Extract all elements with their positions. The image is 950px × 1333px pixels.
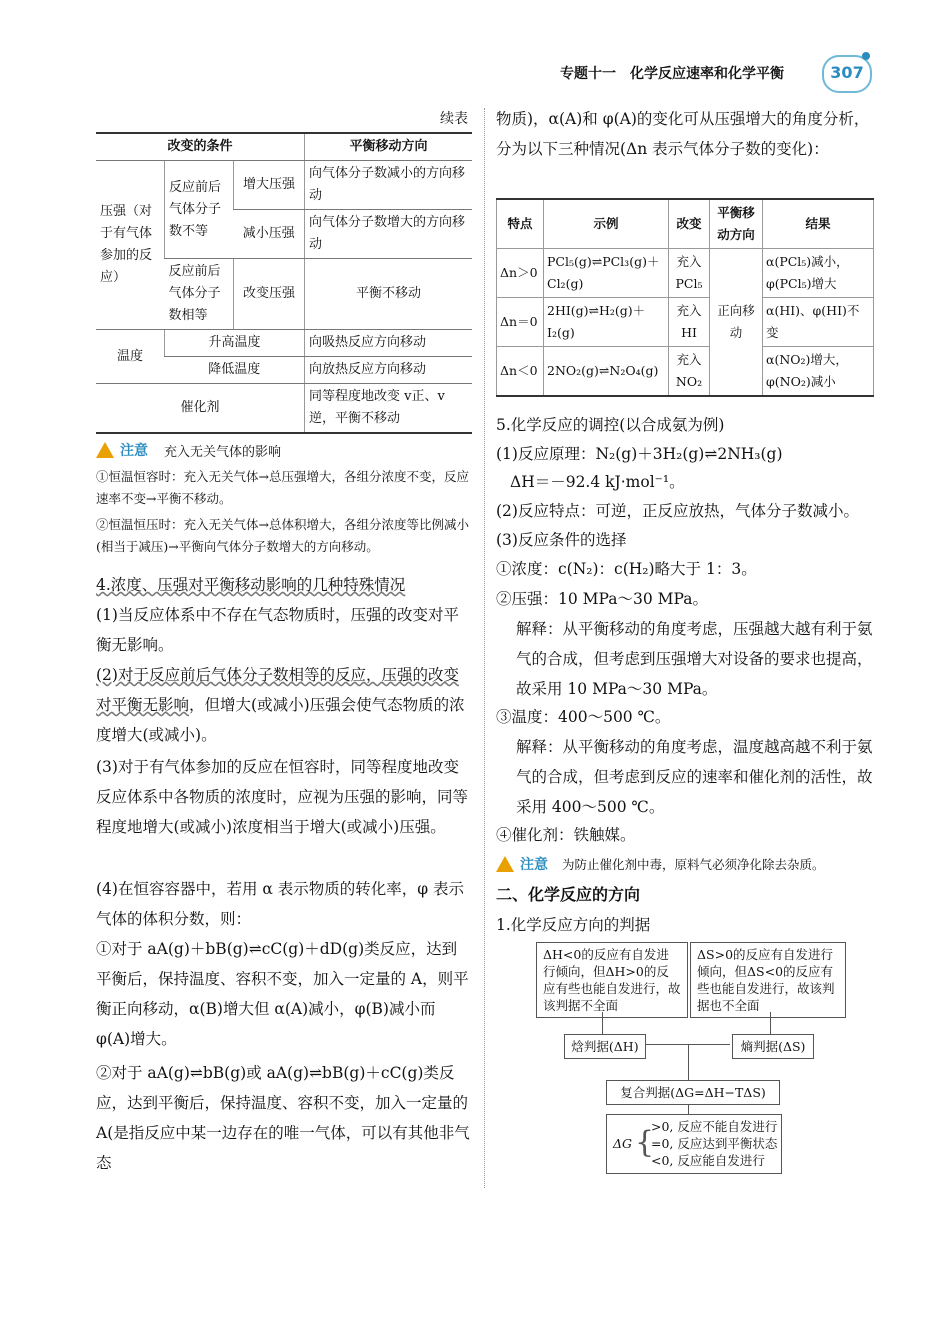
pressure-label: 压强（对于有气体参加的反应）: [96, 161, 165, 330]
t2-h-feature: 特点: [497, 199, 544, 249]
sec4-p2-rest: ，但增大(或减小)压强会使气态物质的浓度增大(或减小)。: [96, 696, 465, 744]
page-header: [560, 55, 890, 89]
catalyst-label: 催化剂: [96, 384, 305, 434]
combined-criterion-box: 复合判据(ΔG=ΔH−TΔS): [606, 1080, 780, 1105]
temperature-label: 温度: [96, 330, 165, 384]
table1-header-direction: 平衡移动方向: [305, 133, 473, 161]
note1-title: 充入无关气体的影响: [164, 444, 282, 460]
warning-icon: [96, 442, 114, 458]
page-number-dot: [862, 52, 870, 60]
sec4-p5: ①对于 aA(g)＋bB(g)⇌cC(g)＋dD(g)类反应，达到平衡后，保持温度、容积不变，加入一定量的 A，则平衡正向移动，α(B)增大但 α(A)减小，φ(B)减小而 φ(A)增大。: [96, 940, 469, 1048]
arrow-up-right: [770, 1012, 771, 1034]
arrow-down: [688, 1044, 689, 1080]
warning-icon: [496, 856, 514, 872]
raise-temp-result: 向吸热反应方向移动: [305, 330, 473, 357]
note1-line2: ②恒温恒压时：充入无关气体→总体积增大，各组分浓度等比例减小(相当于减压)→平衡向气体分子数增大的方向移动。: [96, 517, 469, 554]
unequal-label: 反应前后气体分子数不等: [165, 161, 234, 259]
decrease-pressure: 减小压强: [234, 210, 305, 259]
delta-n-table: [496, 198, 874, 397]
arrow-down-2: [688, 1104, 689, 1114]
t2-r3-feature: Δn＜0: [497, 347, 544, 397]
decrease-pressure-result: 向气体分子数增大的方向移动: [305, 210, 473, 259]
table1-header-condition: 改变的条件: [96, 133, 305, 161]
t2-h-example: 示例: [544, 199, 669, 249]
note1-label: 注意: [120, 443, 148, 459]
equal-label: 反应前后气体分子数相等: [165, 259, 234, 330]
t2-r2-feature: Δn＝0: [497, 298, 544, 347]
sec4-title-text: 4.浓度、压强对平衡移动影响的几种特殊情况: [96, 576, 406, 594]
sec5-l10: ④催化剂：铁触媒。: [496, 826, 636, 844]
catalyst-result: 同等程度地改变 v正、v逆，平衡不移动: [305, 384, 473, 434]
t2-r3-result: α(NO₂)增大，φ(NO₂)减小: [763, 347, 874, 397]
sec4-p2-emph: (2)对于反应前后气体分子数相等的反应，压强的改变对平衡无影响: [96, 666, 459, 714]
sec5-l3: (2)反应特点：可逆，正反应放热，气体分子数减小。: [496, 502, 859, 520]
sec5-title: 5.化学反应的调控(以合成氨为例): [496, 416, 725, 434]
brace-icon: {: [635, 1125, 655, 1160]
t2-r1-result: α(PCl₅)减小，φ(PCl₅)增大: [763, 249, 874, 298]
t2-r2-example: 2HI(g)⇌H₂(g)＋I₂(g): [544, 298, 669, 347]
t2-r2-change: 充入HI: [669, 298, 710, 347]
raise-temp: 升高温度: [165, 330, 305, 357]
t2-r3-change: 充入NO₂: [669, 347, 710, 397]
t2-h-result: 结果: [763, 199, 874, 249]
sec4-title: [96, 570, 472, 600]
r3: <0, 反应能自发进行: [651, 1153, 765, 1168]
enthalpy-criterion-box: 焓判据(ΔH): [564, 1034, 646, 1059]
t2-h-direction: 平衡移动方向: [710, 199, 763, 249]
increase-pressure: 增大压强: [234, 161, 305, 210]
arrow-up-left: [602, 1012, 603, 1034]
t2-r3-example: 2NO₂(g)⇌N₂O₄(g): [544, 347, 669, 397]
t2-r1-feature: Δn＞0: [497, 249, 544, 298]
note2-text: 为防止催化剂中毒，原料气必须净化除去杂质。: [562, 857, 825, 872]
column-divider: [484, 108, 485, 1188]
sec5-l7: 解释：从平衡移动的角度考虑，压强越大越有利于氨气的合成，但考虑到压强增大对设备的要求也提高，故采用 10 MPa～30 MPa。: [516, 620, 873, 698]
condition-table: [96, 132, 472, 434]
entropy-note-box: ΔS>0的反应有自发进行倾向，但ΔS<0的反应有些也能自发进行，故该判据也不全面: [690, 942, 846, 1018]
entropy-criterion-box: 熵判据(ΔS): [732, 1034, 814, 1059]
sec5-l8: ③温度：400～500 ℃。: [496, 708, 671, 726]
page-number: 307: [822, 55, 872, 93]
change-pressure: 改变压强: [234, 259, 305, 330]
delta-g-label: ΔG: [613, 1136, 633, 1151]
continued-label: 续表: [440, 111, 468, 127]
sec4-p2: [96, 660, 472, 750]
note1-heading: [96, 440, 281, 460]
header-title: 专题十一 化学反应速率和化学平衡: [560, 66, 784, 82]
sec4-p1: (1)当反应体系中不存在气态物质时，压强的改变对平衡无影响。: [96, 606, 459, 654]
sec4-p6: ②对于 aA(g)⇌bB(g)或 aA(g)⇌bB(g)＋cC(g)类反应，达到平衡后，保持温度、容积不变，加入一定量的 A(是指反应中某一边存在的唯一气体，可以有其他非气态: [96, 1064, 470, 1172]
t2-r2-result: α(HI)、φ(HI)不变: [763, 298, 874, 347]
t2-r1-change: 充入PCl₅: [669, 249, 710, 298]
right-top-text: 物质)，α(A)和 φ(A)的变化可从压强增大的角度分析，分为以下三种情况(Δn 表示气体分子数的变化)：: [496, 110, 870, 158]
lower-temp: 降低温度: [165, 357, 305, 384]
sec5-l9: 解释：从平衡移动的角度考虑，温度越高越不利于氨气的合成，但考虑到反应的速率和催化剂的活性，故采用 400～500 ℃。: [516, 738, 873, 816]
delta-g-box: [606, 1114, 782, 1174]
lower-temp-result: 向放热反应方向移动: [305, 357, 473, 384]
t2-r1-example: PCl₅(g)⇌PCl₃(g)＋Cl₂(g): [544, 249, 669, 298]
section-two-title: 二、化学反应的方向: [496, 885, 641, 904]
note1-line1: ①恒温恒容时：充入无关气体→总压强增大，各组分浓度不变，反应速率不变→平衡不移动。: [96, 469, 469, 506]
sec5-l6: ②压强：10 MPa～30 MPa。: [496, 590, 708, 608]
note2-label: 注意: [520, 857, 548, 873]
r2: =0, 反应达到平衡状态: [651, 1136, 778, 1151]
section-two-sub: 1.化学反应方向的判据: [496, 916, 651, 934]
note2: [496, 854, 825, 874]
sec4-p3: (3)对于有气体参加的反应在恒容时，同等程度地改变反应体系中各物质的浓度时，应视为压强的影响，同等程度地增大(或减小)浓度相当于增大(或减小)压强。: [96, 758, 469, 836]
change-pressure-result: 平衡不移动: [305, 259, 473, 330]
sec5-l1: (1)反应原理：N₂(g)＋3H₂(g)⇌2NH₃(g): [496, 445, 783, 463]
sec4-p4: (4)在恒容容器中，若用 α 表示物质的转化率，φ 表示气体的体积分数，则：: [96, 880, 465, 928]
t2-direction: 正向移动: [710, 249, 763, 397]
increase-pressure-result: 向气体分子数减小的方向移动: [305, 161, 473, 210]
sec5-l4: (3)反应条件的选择: [496, 531, 627, 549]
enthalpy-note-box: ΔH<0的反应有自发进行倾向，但ΔH>0的反应有些也能自发进行，故该判据不全面: [536, 942, 688, 1018]
sec5-l2: ΔH＝－92.4 kJ·mol⁻¹。: [510, 473, 685, 491]
sec5-l5: ①浓度：c(N₂)：c(H₂)略大于 1：3。: [496, 560, 757, 578]
r1: >0, 反应不能自发进行: [651, 1119, 778, 1134]
t2-h-change: 改变: [669, 199, 710, 249]
